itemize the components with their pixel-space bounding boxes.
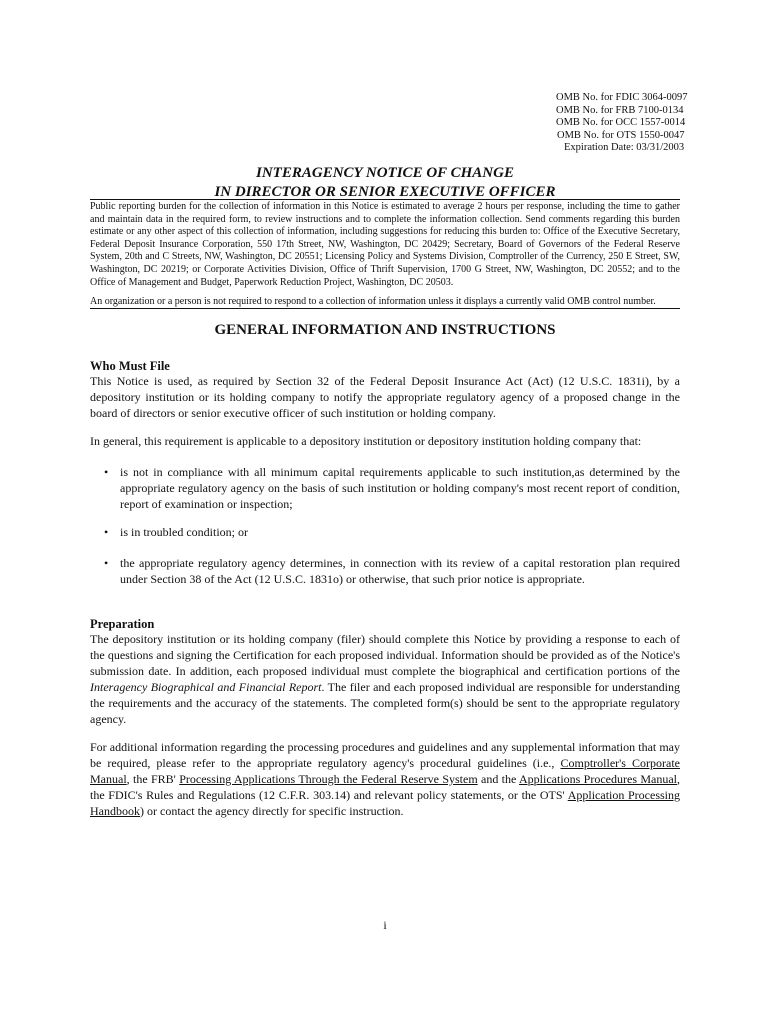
list-item-text: is not in compliance with all minimum capital requirements applicable to such institution,as determined by the appropriate regulatory agency on the basis of such institution or holding company's most recent report of condition, report of examination or inspection; <box>120 465 680 511</box>
title-divider <box>90 199 680 200</box>
section-heading: GENERAL INFORMATION AND INSTRUCTIONS <box>214 322 556 338</box>
preparation-paragraph <box>90 631 680 727</box>
form-title-line2: IN DIRECTOR OR SENIOR EXECUTIVE OFFICER <box>214 184 556 200</box>
additional-info-text-b: , the FRB' <box>126 772 180 786</box>
omb-line-frb: OMB No. for FRB 7100-0134 <box>556 104 684 116</box>
omb-line-ots: OMB No. for OTS 1550-0047 <box>557 129 685 141</box>
expiration-date: Expiration Date: 03/31/2003 <box>564 142 685 153</box>
omb-line-occ: OMB No. for OCC 1557-0014 <box>556 117 686 128</box>
page-number: i <box>383 918 387 932</box>
comptroller-manual-link[interactable]: Comptroller's Corporate Manual <box>90 756 680 786</box>
omb-line-fdic: OMB No. for FDIC 3064-0097 <box>556 92 688 103</box>
list-item-text: the appropriate regulatory agency determines, in connection with its review of a capital restoration plan required under Section 38 of the Act (12 U.S.C. 1831o) or otherwise, that such prior notice is appropriate. <box>120 556 680 586</box>
additional-info-text-c: and the <box>477 772 520 786</box>
applicability-paragraph: In general, this requirement is applicable to a depository institution or depository institution holding company that: <box>90 434 642 448</box>
applications-manual-link[interactable]: Applications Procedures Manual <box>519 772 677 786</box>
preparation-text-a: The depository institution or its holding company (filer) should complete this Notice by providing a response to each of the questions and signing the Certification for each proposed individual. Information should be provided as of the Notice's submission date. In addition, each proposed individual must complete the biographical and certification portions of the <box>90 632 680 678</box>
report-title-italic: Interagency Biographical and Financial Report <box>90 680 322 694</box>
list-item <box>104 524 680 540</box>
omb-control-notice: An organization or a person is not required to respond to a collection of information unless it displays a currently valid OMB control number. <box>90 296 656 307</box>
ots-handbook-link[interactable]: Application Processing Handbook <box>90 788 681 818</box>
paperwork-burden-statement: Public reporting burden for the collection of information in this Notice is estimated to average 2 hours per response, including the time to gather and maintain data in the required form, to review instructions and to complete the information collection. Send comments regarding this burden estimate or any other aspect of this collection of information, including suggestions for reducing this burden to: Office of the Executive Secretary, Federal Deposit Insurance Corporation, 550 17th Street, NW, Washington, DC 20429; Secretary, Board of Governors of the Federal Reserve System, 20th and C Streets, NW, Washington, DC 20551; Licensing Policy and Systems Division, Comptroller of the Currency, 250 E Street, SW, Washington, DC 20219; or Corporate Activities Division, Office of Thrift Supervision, 1700 G Street, NW, Washington, DC 20552; and to the Office of Management and Budget, Paperwork Reduction Project, Washington, DC 20503. <box>90 201 680 288</box>
frb-processing-link[interactable]: Processing Applications Through the Federal Reserve System <box>179 772 478 786</box>
additional-info-text-a: For additional information regarding the processing procedures and guidelines and any supplemental information that may be required, please refer to the appropriate regulatory agency's procedural guidelines (i.e., <box>90 740 680 770</box>
additional-info-text-d: , the FDIC's Rules and Regulations (12 C.F.R. 303.14) and relevant policy statements, or the OTS' <box>90 772 680 802</box>
list-item <box>104 555 680 587</box>
who-must-file-paragraph: This Notice is used, as required by Section 32 of the Federal Deposit Insurance Act (Act) (12 U.S.C. 1831i), by a depository institution or its holding company to notify the appropriate regulatory agency of a proposed change in the board of directors or senior executive officer of such institution or holding company. <box>90 374 680 420</box>
notice-divider <box>90 308 680 309</box>
who-must-file-title: Who Must File <box>90 359 170 373</box>
list-item <box>104 464 680 512</box>
additional-info-text-e: ) or contact the agency directly for specific instruction. <box>140 804 404 818</box>
form-title-line1: INTERAGENCY NOTICE OF CHANGE <box>256 165 514 181</box>
bullet-icon: • <box>104 525 109 539</box>
preparation-title: Preparation <box>90 617 155 631</box>
bullet-icon: • <box>104 465 109 479</box>
list-item-text: is in troubled condition; or <box>120 525 248 539</box>
bullet-icon: • <box>104 556 109 570</box>
preparation-text-b: . The filer and each proposed individual are responsible for understanding the requirements and the accuracy of the statements. The completed form(s) should be sent to the appropriate regulatory agency. <box>90 680 681 726</box>
additional-info-paragraph <box>90 739 680 819</box>
omb-numbers-block <box>556 92 688 155</box>
